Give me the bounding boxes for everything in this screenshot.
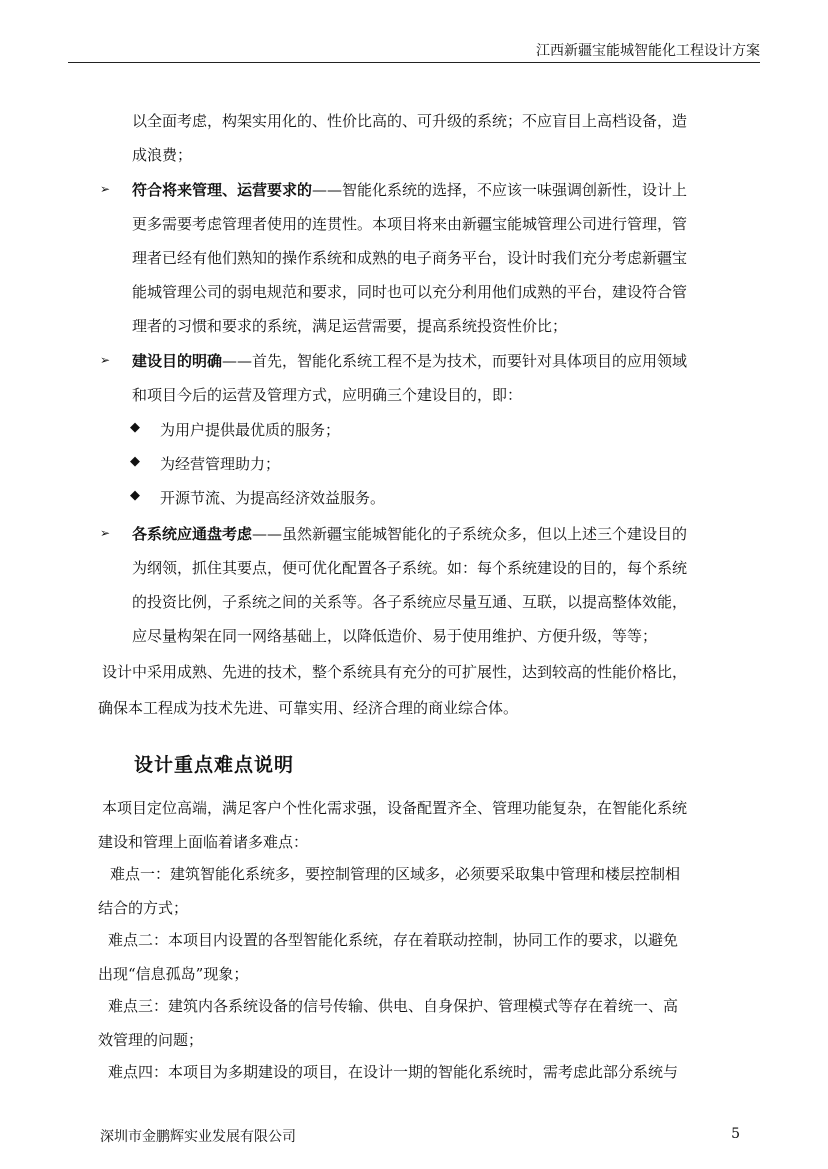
bullet-line [132, 523, 687, 544]
text-line: 难点四：本项目为多期建设的项目，在设计一期的智能化系统时，需考虑此部分系统与 [108, 1063, 679, 1081]
text-line: 难点一：建筑智能化系统多，要控制管理的区域多，必须要采取集中管理和楼层控制相 [110, 865, 681, 883]
text-line: 能城管理公司的弱电规范和要求，同时也可以充分利用他们成熟的平台，建设符合管 [132, 283, 688, 301]
text-line: 理者已经有他们熟知的操作系统和成熟的电子商务平台，设计时我们充分考虑新疆宝 [132, 249, 688, 267]
list-item: 为用户提供最优质的服务； [160, 421, 341, 439]
footer-company: 深圳市金鹏辉实业发展有限公司 [100, 1129, 296, 1145]
arrow-bullet-icon: ➢ [100, 182, 111, 196]
list-item: 为经营管理助力； [160, 455, 281, 473]
arrow-bullet-icon: ➢ [100, 353, 111, 367]
text-line: 理者的习惯和要求的系统，满足运营需要，提高系统投资性价比； [132, 317, 568, 335]
diamond-bullet-icon: ◆ [130, 454, 140, 469]
diamond-bullet-icon: ◆ [130, 420, 140, 435]
text-line: 难点三：建筑内各系统设备的信号传输、供电、自身保护、管理模式等存在着统一、高 [108, 997, 679, 1015]
text-line: 结合的方式； [98, 899, 189, 917]
list-item: 开源节流、为提高经济效益服务。 [160, 489, 386, 507]
text-line: 效管理的问题； [98, 1031, 204, 1049]
text-line: 成浪费； [132, 146, 193, 164]
text-line: 出现“信息孤岛”现象； [98, 965, 249, 983]
text-line: 本项目定位高端，满足客户个性化需求强，设备配置齐全、管理功能复杂，在智能化系统 [102, 799, 688, 817]
text-line: 难点二：本项目内设置的各型智能化系统，存在着联动控制，协同工作的要求，以避免 [108, 931, 679, 949]
page-number: 5 [731, 1126, 740, 1142]
text-line: 应尽量构架在同一网络基础上，以降低造价、易于使用维护、方便升级，等等； [132, 627, 658, 645]
text-line: 以全面考虑，构架实用化的、性价比高的、可升级的系统；不应盲目上高档设备，造 [132, 112, 688, 130]
text-line: 和项目今后的运营及管理方式，应明确三个建设目的，即： [132, 386, 523, 404]
page-header [68, 38, 760, 63]
bullet-text: ——首先，智能化系统工程不是为技术，而要针对具体项目的应用领域 [222, 352, 688, 370]
bullet-line [132, 179, 687, 200]
text-line: 确保本工程成为技术先进、可靠实用、经济合理的商业综合体。 [98, 699, 519, 717]
arrow-bullet-icon: ➢ [100, 526, 111, 540]
text-line: 的投资比例，子系统之间的关系等。各子系统应尽量互通、互联，以提高整体效能， [132, 593, 688, 611]
text-line: 建设和管理上面临着诸多难点： [98, 833, 309, 851]
section-heading: 设计重点难点说明 [134, 754, 295, 776]
bullet-title: 各系统应通盘考虑 [132, 525, 253, 543]
text-line: 为纲领，抓住其要点，便可优化配置各子系统。如：每个系统建设的目的，每个系统 [132, 559, 688, 577]
bullet-title: 符合将来管理、运营要求的 [132, 181, 313, 199]
bullet-title: 建设目的明确 [132, 352, 223, 370]
bullet-text: ——虽然新疆宝能城智能化的子系统众多，但以上述三个建设目的 [252, 525, 688, 543]
text-line: 设计中采用成熟、先进的技术，整个系统具有充分的可扩展性，达到较高的性能价格比， [102, 663, 688, 681]
diamond-bullet-icon: ◆ [130, 488, 140, 503]
header-title: 江西新疆宝能城智能化工程设计方案 [536, 43, 760, 59]
text-line: 更多需要考虑管理者使用的连贯性。本项目将来由新疆宝能城管理公司进行管理，管 [132, 215, 688, 233]
bullet-line [132, 350, 687, 371]
bullet-text: ——智能化系统的选择，不应该一味强调创新性，设计上 [312, 181, 688, 199]
